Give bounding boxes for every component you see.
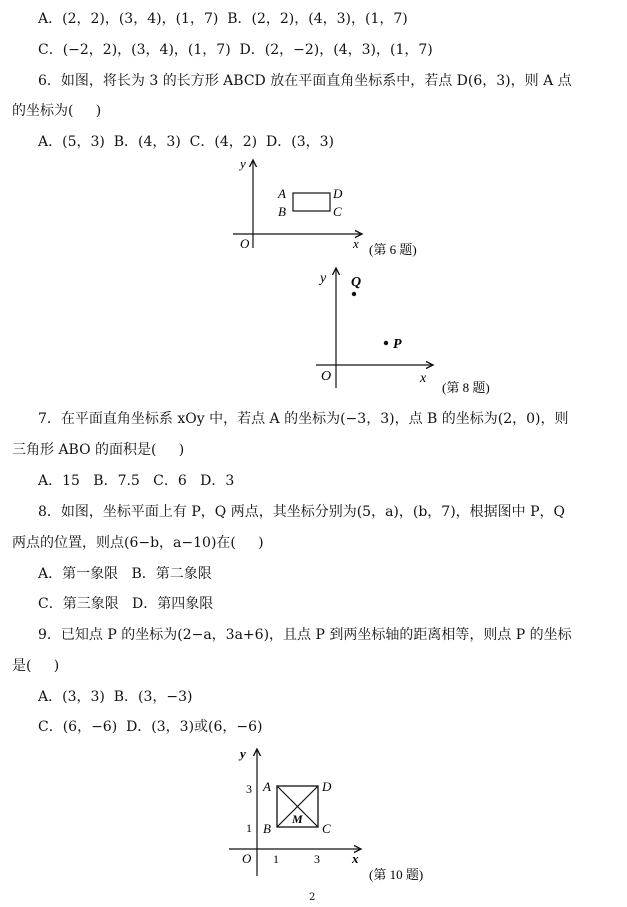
- fig8-x-label: x: [420, 371, 427, 386]
- fig8-y-label: y: [320, 271, 327, 286]
- page-number: 2: [309, 892, 316, 903]
- q8-options-cd: C．第三象限 D．第四象限: [38, 596, 214, 612]
- fig10-caption: (第 10 题): [369, 867, 424, 882]
- fig8-point-q-dot: [352, 292, 356, 296]
- fig6-rectangle-abcd: [293, 193, 330, 211]
- fig6-caption: (第 6 题): [369, 242, 417, 257]
- q5-options-ab: A．(2，2)，(3，4)，(1，7) B．(2，2)，(4，3)，(1，7): [38, 11, 408, 27]
- q5-options-cd: C．(−2，2)，(3，4)，(1，7) D．(2，−2)，(4，3)，(1，7): [38, 42, 433, 58]
- fig10-point-d: D: [322, 779, 332, 794]
- fig6-origin-label: O: [240, 236, 250, 251]
- fig8-caption: (第 8 题): [442, 380, 490, 395]
- q9-options-cd: C．(6，−6) D．(3，3)或(6，−6): [38, 719, 263, 735]
- q6-options: A．(5，3) B．(4，3) C．(4，2) D．(3，3): [38, 134, 334, 150]
- fig6-y-label: y: [240, 156, 246, 171]
- fig10-point-m: M: [292, 812, 303, 826]
- q7-stem-line2: 三角形 ABO 的面积是( ): [12, 442, 185, 458]
- fig10-ytick-1: 1: [246, 821, 252, 835]
- q9-options-ab: A．(3，3) B．(3，−3): [38, 689, 193, 705]
- q8-stem-line2: 两点的位置，则点(6−b，a−10)在( ): [12, 535, 264, 551]
- q6-stem-line1: 6．如图，将长为 3 的长方形 ABCD 放在平面直角坐标系中，若点 D(6，3)，则 A 点: [38, 73, 572, 89]
- fig6-point-b: B: [278, 204, 286, 219]
- fig8-p-label: P: [393, 337, 402, 352]
- fig6-point-c: C: [333, 204, 342, 219]
- figure-6: [233, 156, 417, 257]
- q9-stem-line1: 9．已知点 P 的坐标为(2−a，3a+6)，且点 P 到两坐标轴的距离相等，则点 P 的坐标: [38, 627, 572, 643]
- fig8-origin-label: O: [321, 369, 332, 384]
- q6-stem-line2: 的坐标为( ): [12, 103, 102, 119]
- q8-stem-line1: 8．如图，坐标平面上有 P，Q 两点，其坐标分别为(5，a)，(b，7)，根据图中 P，Q: [38, 504, 566, 520]
- q8-options-ab: A．第一象限 B．第二象限: [38, 566, 212, 582]
- q9-stem-line2: 是( ): [12, 658, 60, 674]
- fig10-xtick-3: 3: [314, 852, 320, 866]
- fig10-x-label: x: [352, 851, 359, 866]
- fig10-y-label: y: [240, 746, 246, 761]
- fig6-x-label: x: [353, 236, 359, 251]
- fig8-q-label: Q: [351, 275, 362, 290]
- figure-8: [316, 268, 490, 395]
- fig10-xtick-1: 1: [273, 852, 279, 866]
- fig8-point-p-dot: [384, 341, 388, 345]
- fig10-point-a: A: [263, 779, 271, 794]
- fig10-origin-label: O: [242, 851, 252, 866]
- fig6-point-d: D: [333, 186, 343, 201]
- fig10-ytick-3: 3: [246, 782, 252, 796]
- fig10-point-c: C: [322, 821, 331, 836]
- figure-10: [229, 746, 423, 882]
- q7-options: A．15 B．7.5 C．6 D．3: [38, 473, 235, 489]
- q7-stem-line1: 7．在平面直角坐标系 xOy 中，若点 A 的坐标为(−3，3)，点 B 的坐标为(2，0)，则: [38, 411, 569, 427]
- fig10-point-b: B: [263, 821, 271, 836]
- fig6-point-a: A: [278, 186, 286, 201]
